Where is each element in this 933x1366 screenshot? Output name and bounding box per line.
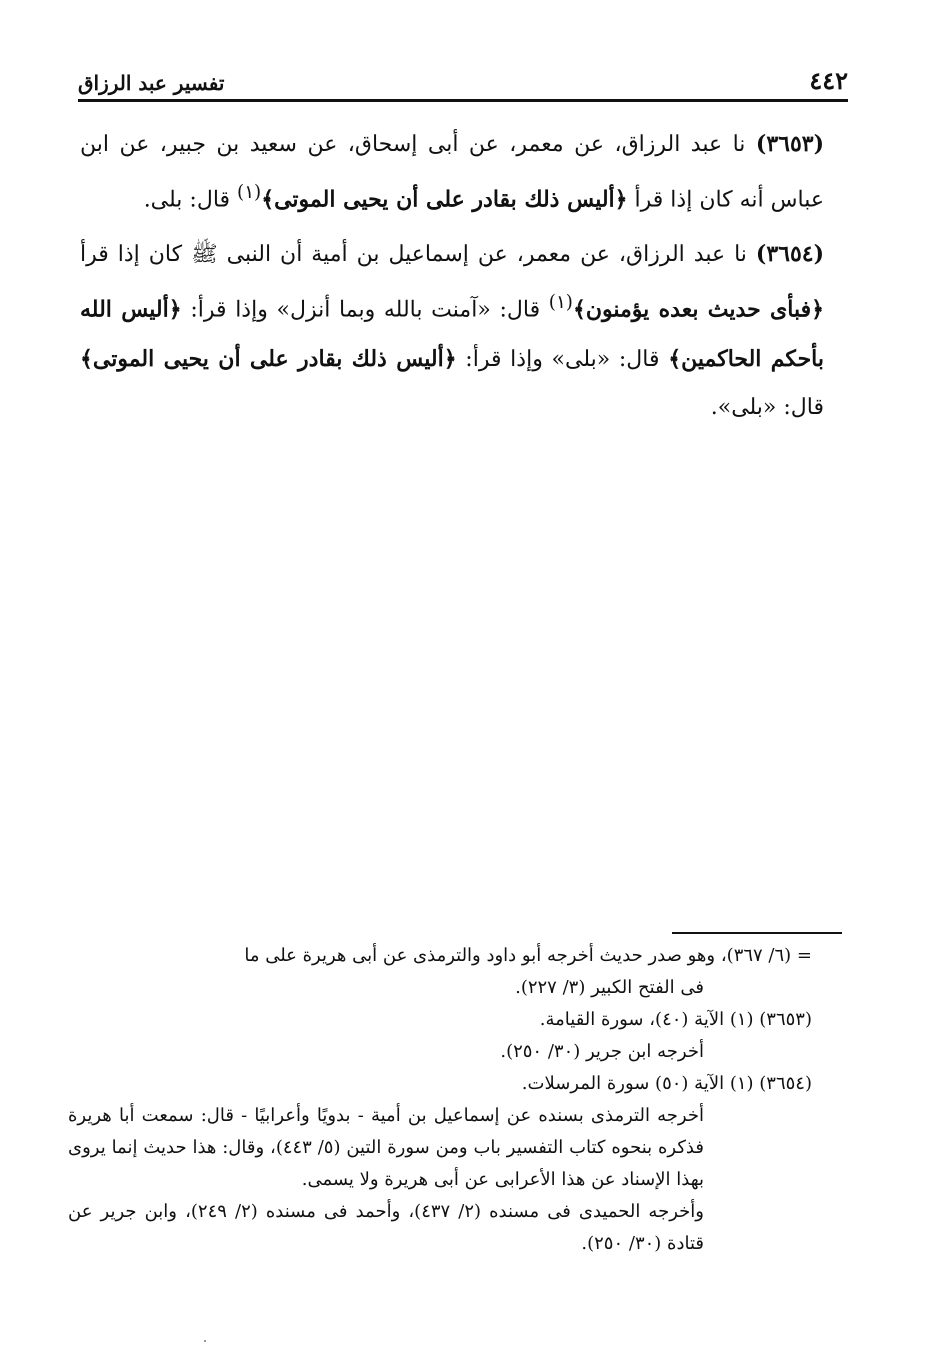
hadith-text: قال: «آمنت بالله وبما أنزل» وإذا قرأ: — [181, 297, 549, 323]
hadith-text: قال: «بلى». — [710, 394, 824, 420]
footnote: فى الفتح الكبير (٣/ ٢٢٧). — [515, 977, 704, 998]
hadith-number: (٣٦٥٣) — [755, 131, 824, 157]
hadith-text: قال: «بلى» وإذا قرأ: — [456, 346, 669, 372]
footnote: أخرجه الترمذى بسنده عن إسماعيل بن أمية - بدويًا وأعرابيًا - قال: سمعت أبا هريرة فذكره بنحوه كتاب التفسير باب ومن سورة التين (٥/ ٤٤٣)، وقال: هذا حديث إنما يروى بهذا الإسناد عن هذا الأعرابى عن أبى هريرة ولا يسمى. — [68, 1105, 704, 1190]
hadith-3653 — [80, 120, 824, 224]
footnote: = (٦/ ٣٦٧)، وهو صدر حديث أخرجه أبو داود والترمذى عن أبى هريرة على ما — [244, 945, 812, 966]
running-title: تفسير عبد الرزاق — [78, 71, 225, 95]
footnote: وأخرجه الحميدى فى مسنده (٢/ ٤٣٧)، وأحمد فى مسنده (٢/ ٢٤٩)، وابن جرير عن قتادة (٣٠/ ٢٥٠). — [68, 1201, 704, 1254]
quran-quote: ﴿فبأى حديث بعده يؤمنون﴾ — [572, 296, 824, 323]
hadith-3654 — [80, 230, 824, 431]
hadith-number: (٣٦٥٤) — [755, 241, 824, 268]
scan-speck — [204, 1340, 206, 1342]
footnote: (٣٦٥٤) (١) الآية (٥٠) سورة المرسلات. — [521, 1073, 812, 1094]
quran-quote: ﴿أليس ذلك بقادر على أن يحيى الموتى﴾ — [80, 345, 457, 372]
quran-quote: ﴿أليس ذلك بقادر على أن يحيى الموتى﴾ — [261, 186, 628, 213]
footnote-marker: (١) — [237, 182, 262, 203]
quran-quote: ﴿أليس الله بأحكم الحاكمين﴾ — [80, 296, 824, 372]
footnote-marker: (١) — [548, 292, 573, 314]
footnote-separator — [672, 932, 842, 934]
footnote: (٣٦٥٣) (١) الآية (٤٠)، سورة القيامة. — [539, 1009, 812, 1030]
main-text — [80, 120, 824, 438]
hadith-text: نا عبد الرزاق، عن معمر، عن إسماعيل بن أمية أن النبى ﷺ كان إذا قرأ — [80, 242, 756, 268]
footnote: أخرجه ابن جرير (٣٠/ ٢٥٠). — [500, 1041, 704, 1062]
hadith-text: قال: بلى. — [143, 187, 238, 213]
footnotes — [68, 940, 812, 1260]
page-header — [78, 62, 848, 102]
hadith-text: نا عبد الرزاق، عن معمر، عن أبى إسحاق، عن سعيد بن جبير، عن ابن عباس أنه كان إذا قرأ — [80, 132, 824, 213]
page-number: ٤٤٢ — [809, 66, 848, 95]
